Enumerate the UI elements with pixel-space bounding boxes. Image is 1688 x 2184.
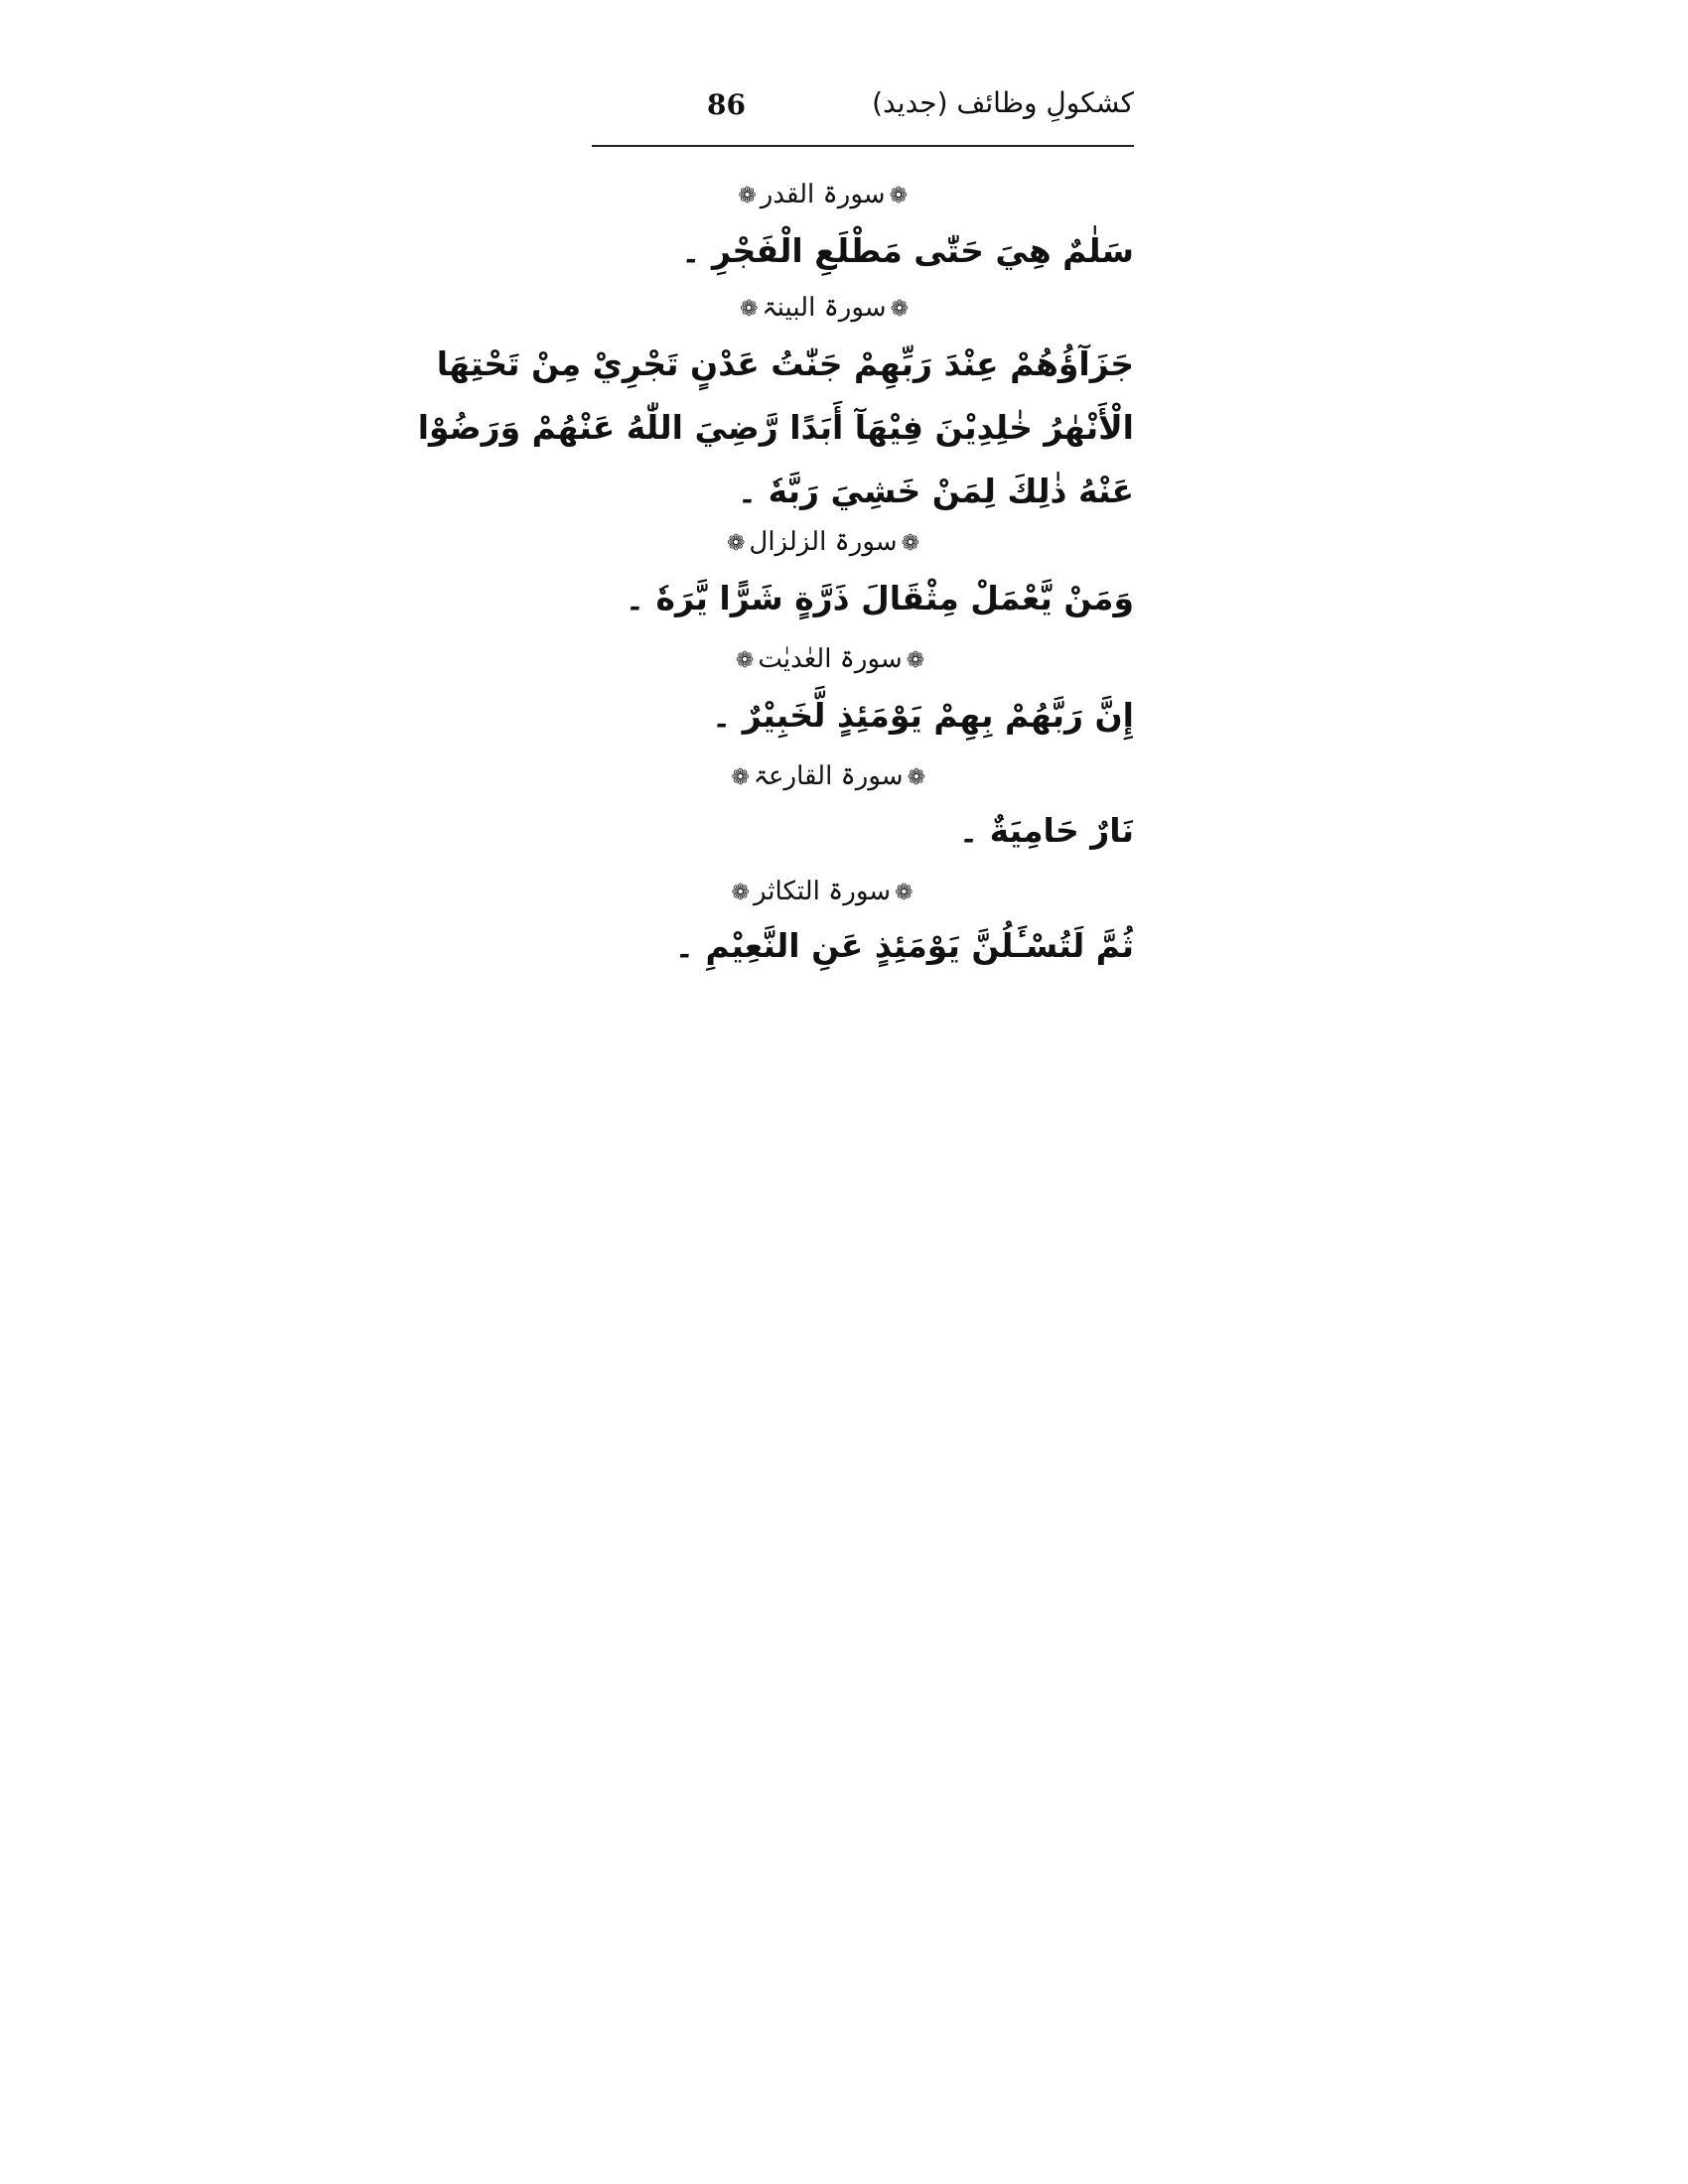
surah-title-al-qariah: ❁سورۃ القارعۃ❁ [731,756,929,798]
ornament-icon: ❁ [890,297,910,322]
page-header [592,83,1134,133]
ornament-icon: ❁ [731,881,750,905]
surah-title-at-takathur: ❁سورۃ التکاثر❁ [723,872,921,913]
ornament-icon: ❁ [889,184,908,208]
ornament-icon: ❁ [895,881,914,905]
verse-line: الْأَنْهٰرُ خٰلِدِيْنَ فِيْهَآ أَبَدًا رَّضِيَ اللّٰهُ عَنْهُمْ وَرَضُوْا [417,408,1134,447]
ornament-icon: ❁ [726,531,746,556]
ornament-icon: ❁ [731,765,750,790]
surah-title-az-zalzalah: ❁سورۃ الزلزال❁ [719,522,927,564]
book-title: کشکولِ وظائف (جدید) [872,86,1134,119]
verse-line: عَنْهُ ذٰلِكَ لِمَنْ خَشِيَ رَبَّهٗ ۔ [737,472,1134,510]
verse-line: نَارٌ حَامِيَةٌ ۔ [958,811,1134,850]
verse-line: ثُمَّ لَتُسْـَٔلُنَّ يَوْمَئِذٍ عَنِ النَّعِيْمِ ۔ [674,926,1134,965]
header-divider [592,145,1134,147]
ornament-icon: ❁ [739,297,759,322]
page-number: 86 [707,88,746,121]
surah-title-al-adiyat: ❁سورۃ العٰدیٰت❁ [731,639,929,681]
verse-line: إِنَّ رَبَّهُمْ بِهِمْ يَوْمَئِذٍ لَّخَبِيْرٌ ۔ [711,696,1134,735]
surah-title-al-qadr: ❁سورۃ القدر❁ [743,175,912,216]
surah-title-al-bayyinah: ❁سورۃ البینۃ❁ [725,288,923,330]
ornament-icon: ❁ [738,184,757,208]
verse-line: جَزَآؤُهُمْ عِنْدَ رَبِّهِمْ جَنّٰتُ عَدْنٍ تَجْرِيْ مِنْ تَحْتِهَا [436,344,1134,383]
ornament-icon: ❁ [735,648,755,673]
ornament-icon: ❁ [907,765,925,790]
verse-line: وَمَنْ يَّعْمَلْ مِثْقَالَ ذَرَّةٍ شَرًّا يَّرَهٗ ۔ [625,579,1134,617]
ornament-icon: ❁ [901,531,920,556]
verse-line: سَلٰمٌ هِيَ حَتّٰى مَطْلَعِ الْفَجْرِ ۔ [681,231,1134,270]
ornament-icon: ❁ [906,648,925,673]
